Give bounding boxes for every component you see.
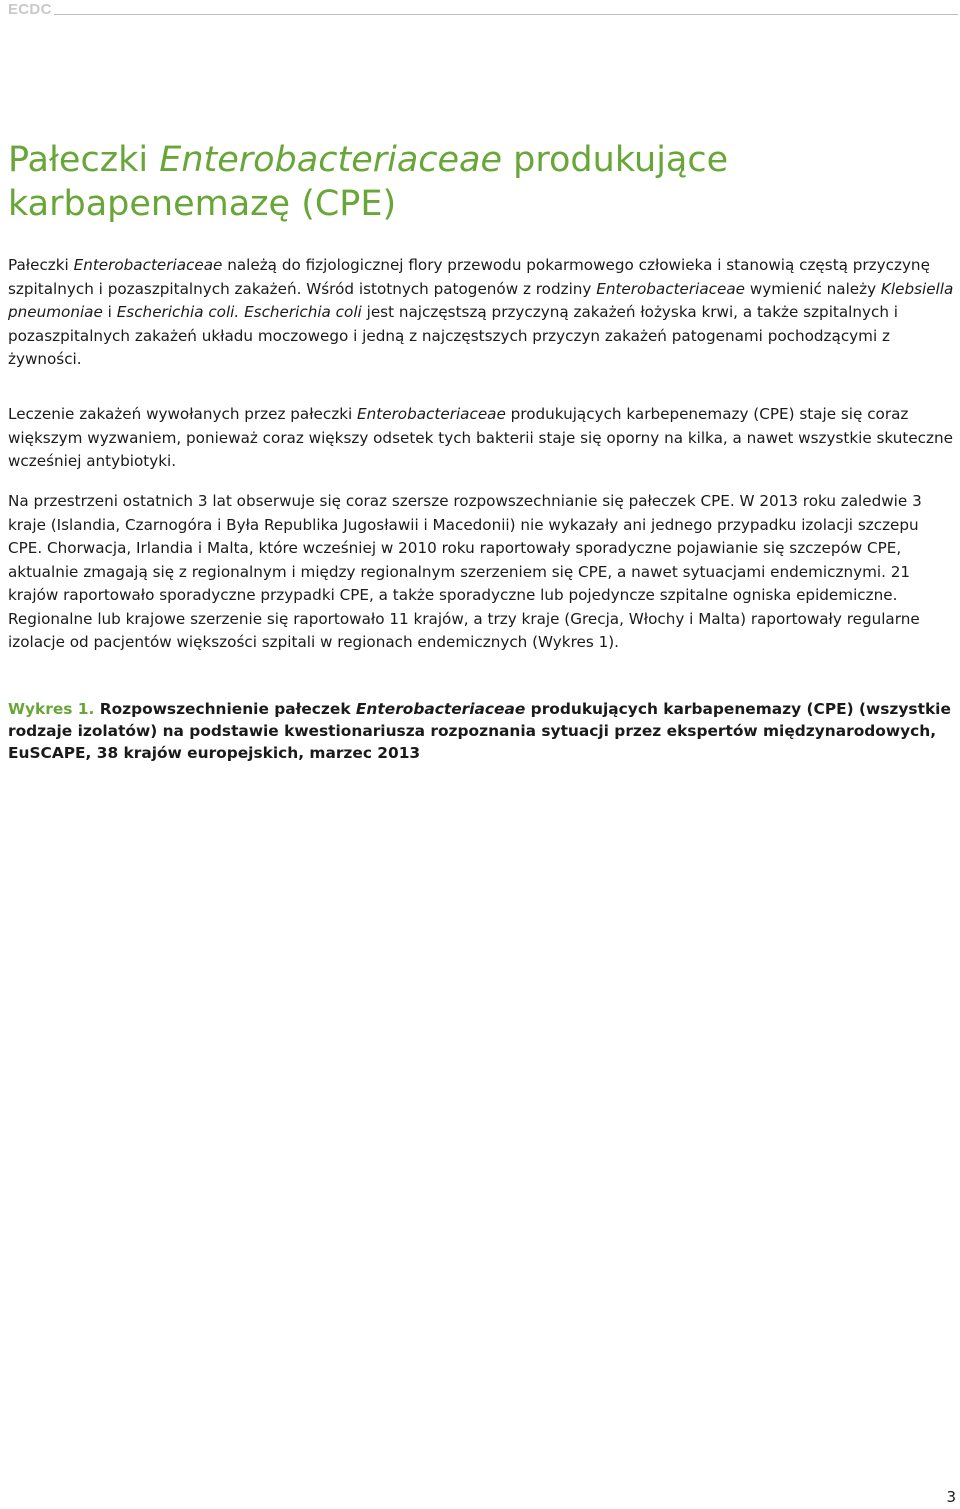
page-title [8, 138, 908, 226]
page-number: 3 [946, 1488, 956, 1506]
intro-paragraph [8, 254, 954, 372]
text-run: jest najczęstszą przyczyną zakażeń łożyska krwi, a także szpitalnych i pozaszpitalnych zakażeń układu moczowego i jedną z najczęstszych przyczyn zakażeń patogenami pochodzącymi z żywności. [8, 303, 899, 368]
figure-caption [8, 698, 954, 764]
title-part-1: Pałeczki [8, 140, 160, 180]
text-run: Leczenie zakażeń wywołanych przez pałeczki [8, 405, 358, 423]
text-run: i [102, 303, 117, 321]
italic-term: Enterobacteriaceae [357, 405, 506, 423]
page-header [8, 0, 958, 18]
title-italic: Enterobacteriaceae [159, 140, 503, 180]
text-run: produkujących karbapenemazy (CPE) (wszystkie rodzaje izolatów) na podstawie kwestionariusza rozpoznania sytuacji przez ekspertów międzynarodowych, EuSCAPE, 38 krajów europejskich, marzec 2013 [8, 700, 951, 762]
figure-label: Wykres 1. [8, 700, 95, 718]
italic-term: Enterobacteriaceae [73, 256, 223, 274]
text-run: należą do fizjologicznej flory przewodu pokarmowego człowieka i stanowią częstą przyczynę szpitalnych i pozaszpitalnych zakażeń. Wśród istotnych patogenów z rodziny [8, 256, 930, 298]
brand-logo-text: ECDC [8, 1, 52, 18]
text-run: wymienić należy [745, 279, 881, 298]
italic-term: Escherichia coli. [116, 303, 240, 321]
italic-term: Klebsiella pneumoniae [8, 279, 954, 321]
text-run: Rozpowszechnienie pałeczek [94, 700, 356, 718]
title-part-2: produkujące karbapenemazę (CPE) [8, 140, 729, 224]
text-run: Pałeczki [8, 256, 74, 274]
italic-term: Enterobacteriaceae [596, 279, 746, 298]
header-divider [54, 14, 958, 15]
italic-term: Enterobacteriaceae [355, 700, 526, 718]
italic-term: Escherichia coli [244, 303, 362, 321]
text-run: Na przestrzeni ostatnich 3 lat obserwuje się coraz szersze rozpowszechnianie się pałeczek CPE. W 2013 roku zaledwie 3 kraje (Islandia, Czarnogóra i Była Republika Jugosławii i Macedonii) nie wykazały ani jednego przypadku izolacji szczepu CPE. Chorwacja, Irlandia i Malta, które wcześniej w 2010 roku raportowały sporadyczne pojawianie się szczepów CPE, aktualnie zmagają się z regionalnym i między regionalnym szerzeniem się CPE, a nawet sytuacjami endemicznymi. 21 krajów raportowało sporadyczne przypadki CPE, a także sporadyczne lub pojedyncze szpitalne ogniska epidemiczne. Regionalne lub krajowe szerzenie się raportowało 11 krajów, a trzy kraje (Grecja, Włochy i Malta) raportowały regularne izolacje od pacjentów większości szpitali w regionach endemicznych (Wykres 1). [8, 492, 922, 651]
spread-paragraph [8, 490, 954, 655]
treatment-paragraph [8, 403, 954, 474]
text-run: produkujących karbepenemazy (CPE) staje się coraz większym wyzwaniem, ponieważ coraz większy odsetek tych bakterii staje się oporny na kilka, a nawet wszystkie skuteczne wcześniej antybiotyki. [8, 405, 953, 470]
